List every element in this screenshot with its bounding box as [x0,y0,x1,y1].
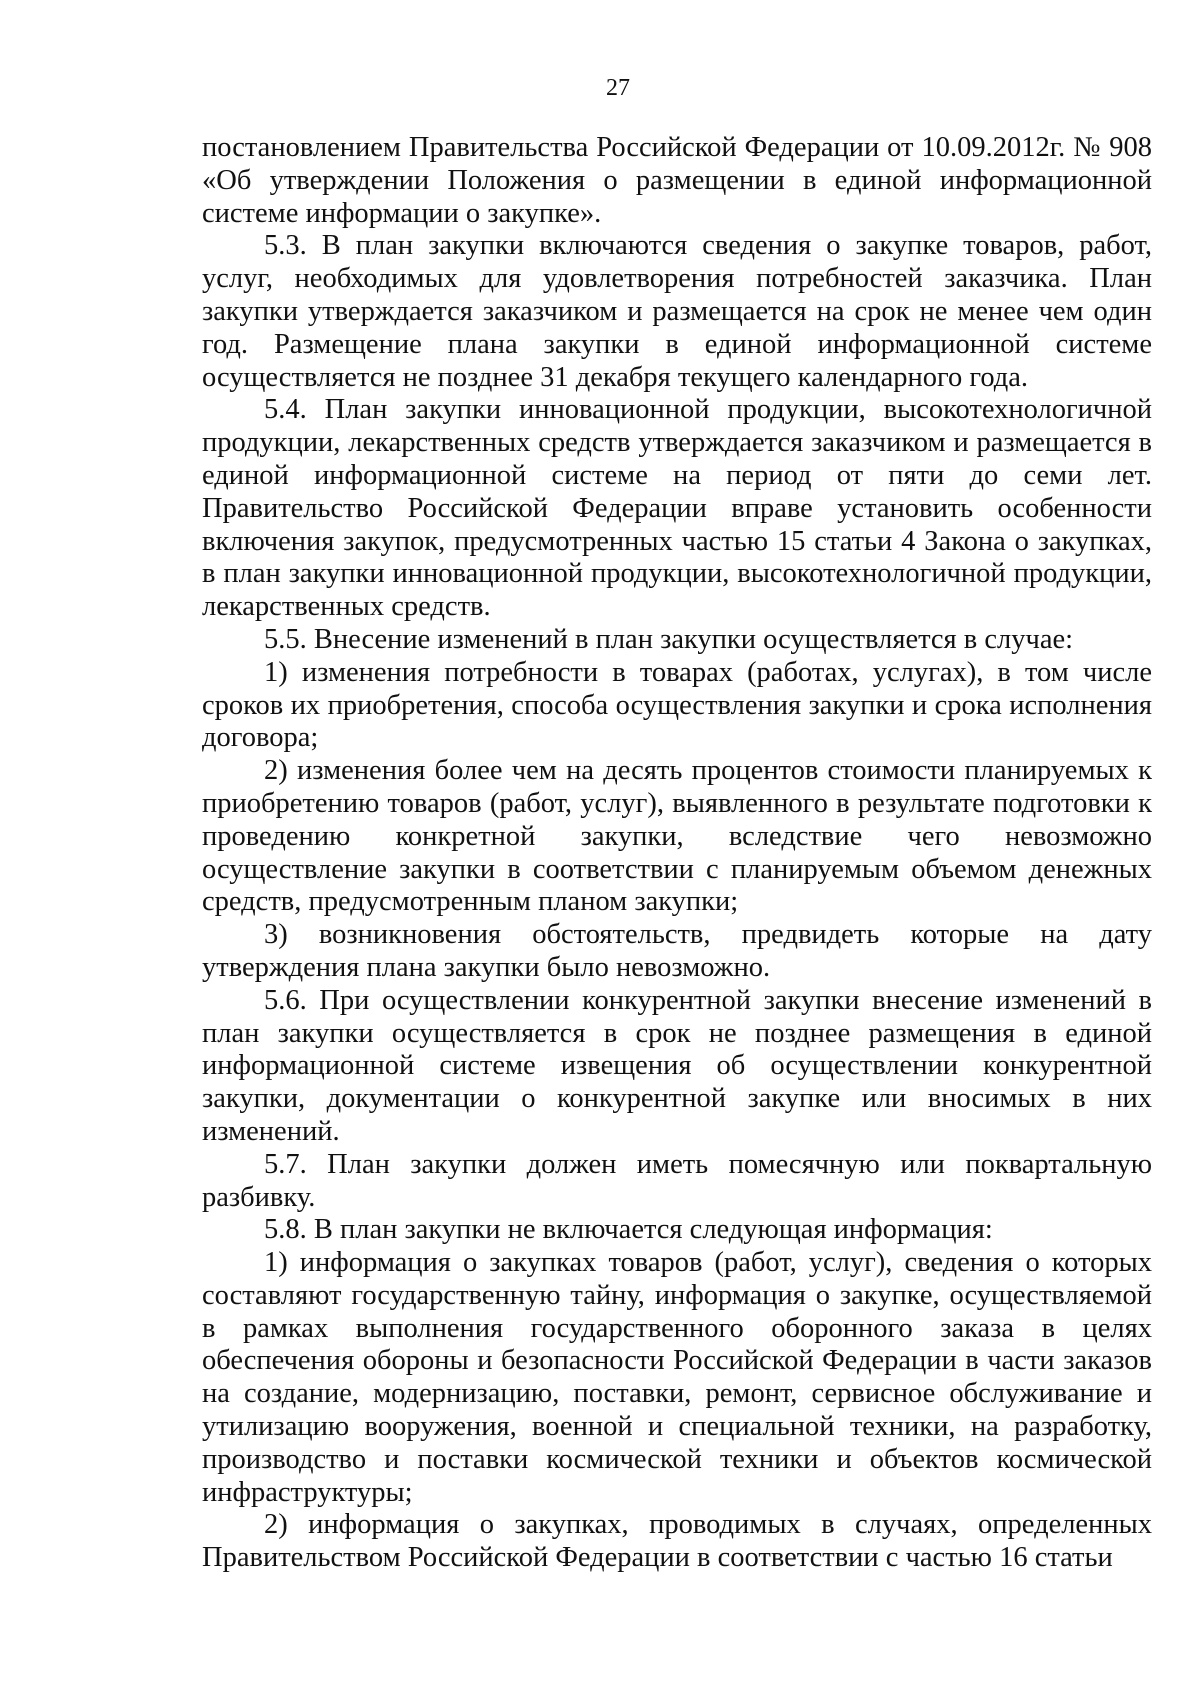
list-item-5-8-2: 2) информация о закупках, проводимых в случаях, определенных Правительством Российской Федерации в соответствии с частью 16 статьи [202,1509,1152,1574]
paragraph-5-8: 5.8. В план закупки не включается следующая информация: [264,1214,993,1246]
document-body [202,132,1152,1575]
page-number: 27 [606,75,630,101]
paragraph-5-3: 5.3. В план закупки включаются сведения о закупке товаров, работ, услуг, необходимых для удовлетворения потребностей заказчика. План закупки утверждается заказчиком и размещается на срок не менее чем один год. Размещение плана закупки в единой информационной системе осуществляется не позднее 31 декабря текущего календарного года. [202,230,1152,393]
list-item-5-5-3: 3) возникновения обстоятельств, предвидеть которые на дату утверждения плана закупки было невозможно. [202,919,1152,983]
paragraph-continuation: постановлением Правительства Российской Федерации от 10.09.2012г. № 908 «Об утверждении Положения о размещении в единой информационной системе информации о закупке». [202,132,1152,229]
list-item-5-5-2: 2) изменения более чем на десять процентов стоимости планируемых к приобретению товаров (работ, услуг), выявленного в результате подготовки к проведению конкретной закупки, вследствие чего невозможно осуществление закупки в соответствии с планируемым объемом денежных средств, предусмотренным планом закупки; [202,755,1152,918]
paragraph-5-7: 5.7. План закупки должен иметь помесячную или поквартальную разбивку. [202,1148,1152,1213]
paragraph-5-4: 5.4. План закупки инновационной продукции, высокотехнологичной продукции, лекарственных средств утверждается заказчиком и размещается в единой информационной системе на период от пяти до семи лет. Правительство Российской Федерации вправе установить особенности включения закупок, предусмотренных частью 15 статьи 4 Закона о закупках, в план закупки инновационной продукции, высокотехнологичной продукции, лекарственных средств. [202,394,1152,623]
list-item-5-8-1: 1) информация о закупках товаров (работ, услуг), сведения о которых составляют государственную тайну, информация о закупке, осуществляемой в рамках выполнения государственного оборонного заказа в целях обеспечения обороны и безопасности Российской Федерации в части заказов на создание, модернизацию, поставки, ремонт, сервисное обслуживание и утилизацию вооружения, военной и специальной техники, на разработку, производство и поставки космической техники и объектов космической инфраструктуры; [202,1247,1152,1508]
list-item-5-5-1: 1) изменения потребности в товарах (работах, услугах), в том числе сроков их приобретения, способа осуществления закупки и срока исполнения договора; [202,656,1152,754]
paragraph-5-6: 5.6. При осуществлении конкурентной закупки внесение изменений в план закупки осуществляется в срок не позднее размещения в единой информационной системе извещения об осуществлении конкурентной закупки, документации о конкурентной закупке или вносимых в них изменений. [202,984,1152,1147]
paragraph-5-5: 5.5. Внесение изменений в план закупки осуществляется в случае: [264,623,1074,655]
